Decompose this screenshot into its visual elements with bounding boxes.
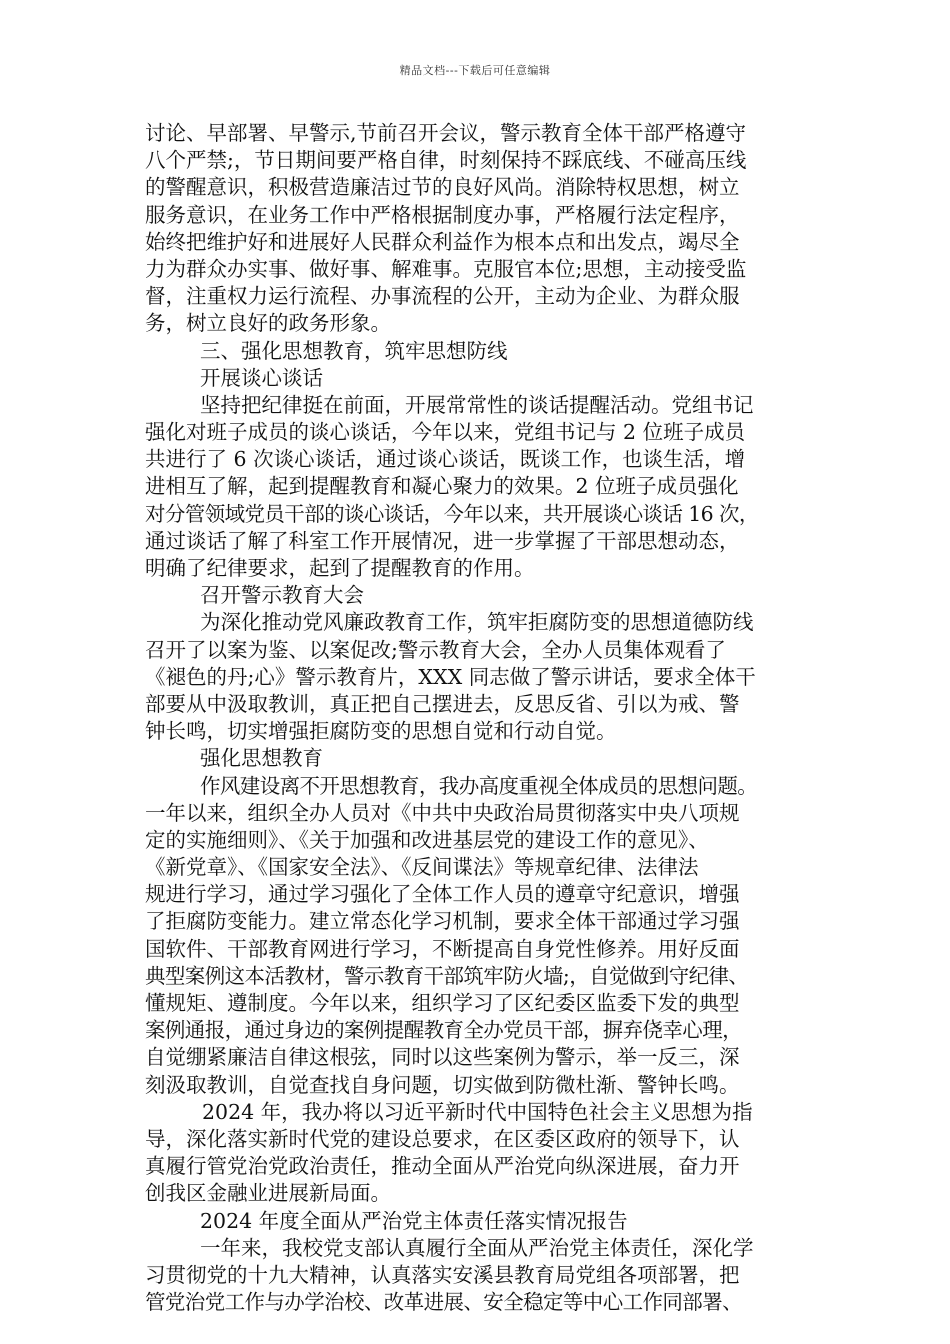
body-line: 创我区金融业进展新局面。 — [145, 1181, 391, 1206]
body-line: 规进行学习，通过学习强化了全体工作人员的遵章守纪意识，增强 — [145, 882, 740, 907]
body-line: 自觉绷紧廉洁自律这根弦，同时以这些案例为警示，举一反三，深 — [145, 1045, 740, 1070]
body-line: 的警醒意识，积极营造廉洁过节的良好风尚。消除特权思想，树立 — [145, 175, 740, 200]
subsection-heading: 强化思想教育 — [200, 746, 323, 771]
body-line: 《褪色的丹;心》警示教育片，XXX 同志做了警示讲话，要求全体干 — [145, 664, 756, 689]
body-line: 召开了以案为鉴、以案促改;警示教育大会，全办人员集体观看了 — [145, 637, 726, 662]
body-line: 督，注重权力运行流程、办事流程的公开，主动为企业、为群众服 — [145, 284, 740, 309]
document-body — [145, 120, 813, 1316]
body-line: 导，深化落实新时代党的建设总要求，在区委区政府的领导下，认 — [145, 1126, 740, 1151]
body-line: 共进行了 6 次谈心谈话，通过谈心谈话，既谈工作，也谈生活，增 — [145, 447, 746, 472]
subsection-heading: 召开警示教育大会 — [200, 583, 364, 608]
body-line: 一年来，我校党支部认真履行全面从严治党主体责任，深化学 — [200, 1235, 754, 1260]
subsection-heading: 开展谈心谈话 — [200, 365, 323, 390]
body-line: 八个严禁;，节日期间要严格自律，时刻保持不踩底线、不碰高压线 — [145, 148, 747, 173]
body-line: 服务意识，在业务工作中严格根据制度办事，严格履行法定程序， — [145, 202, 740, 227]
body-line: 始终把维护好和进展好人民群众利益作为根本点和出发点，竭尽全 — [145, 229, 740, 254]
body-line: 钟长鸣，切实增强拒腐防变的思想自觉和行动自觉。 — [145, 719, 617, 744]
body-line: 国软件、干部教育网进行学习，不断提高自身党性修养。用好反面 — [145, 936, 740, 961]
body-line: 坚持把纪律挺在前面，开展常常性的谈话提醒活动。党组书记 — [200, 392, 754, 417]
body-line: 习贯彻党的十九大精神，认真落实安溪县教育局党组各项部署，把 — [145, 1262, 740, 1287]
body-line: 典型案例这本活教材，警示教育干部筑牢防火墙;，自觉做到守纪律、 — [145, 963, 749, 988]
body-line: 明确了纪律要求，起到了提醒教育的作用。 — [145, 556, 535, 580]
body-line: 2024 年，我办将以习近平新时代中国特色社会主义思想为指 — [202, 1099, 753, 1124]
body-line: 管党治党工作与办学治校、改革进展、安全稳定等中心工作同部署、 — [145, 1290, 742, 1315]
body-line: 进相互了解，起到提醒教育和凝心聚力的效果。2 位班子成员强化 — [145, 474, 739, 499]
body-line: 为深化推动党风廉政教育工作，筑牢拒腐防变的思想道德防线 — [200, 610, 754, 635]
report-title: 2024 年度全面从严治党主体责任落实情况报告 — [200, 1208, 628, 1233]
body-line: 强化对班子成员的谈心谈话，今年以来，党组书记与 2 位班子成员 — [145, 420, 746, 445]
body-line: 懂规矩、遵制度。今年以来，组织学习了区纪委区监委下发的典型 — [145, 991, 740, 1015]
body-line: 《新党章》、《国家安全法》、《反间谍法》等规章纪律、法律法 — [145, 855, 699, 880]
body-line: 案例通报，通过身边的案例提醒教育全办党员干部，摒弃侥幸心理， — [145, 1018, 742, 1043]
body-line: 一年以来，组织全办人员对《中共中央政治局贯彻落实中央八项规 — [145, 800, 740, 825]
body-line: 力为群众办实事、做好事、解难事。克服官本位;思想，主动接受监 — [145, 256, 747, 281]
body-line: 了拒腐防变能力。建立常态化学习机制，要求全体干部通过学习强 — [145, 909, 740, 934]
body-line: 定的实施细则》、《关于加强和改进基层党的建设工作的意见》、 — [145, 827, 709, 852]
body-line: 刻汲取教训，自觉查找自身问题，切实做到防微杜渐、警钟长鸣。 — [145, 1072, 740, 1097]
body-line: 讨论、早部署、早警示,节前召开会议，警示教育全体干部严格遵守 — [145, 121, 747, 145]
body-line: 务，树立良好的政务形象。 — [145, 311, 391, 336]
body-line: 真履行管党治党政治责任，推动全面从严治党向纵深进展，奋力开 — [145, 1154, 740, 1179]
section-heading: 三、强化思想教育，筑牢思想防线 — [200, 338, 508, 363]
body-line: 对分管领域党员干部的谈心谈话，今年以来，共开展谈心谈话 16 次， — [145, 501, 759, 526]
body-line: 作风建设离不开思想教育，我办高度重视全体成员的思想问题。 — [200, 773, 758, 798]
body-line: 通过谈话了解了科室工作开展情况，进一步掌握了干部思想动态， — [145, 528, 740, 553]
body-line: 部要从中汲取教训，真正把自己摆进去，反思反省、引以为戒、警 — [145, 691, 740, 716]
page-header: 精品文档---下载后可任意编辑 — [399, 64, 551, 77]
